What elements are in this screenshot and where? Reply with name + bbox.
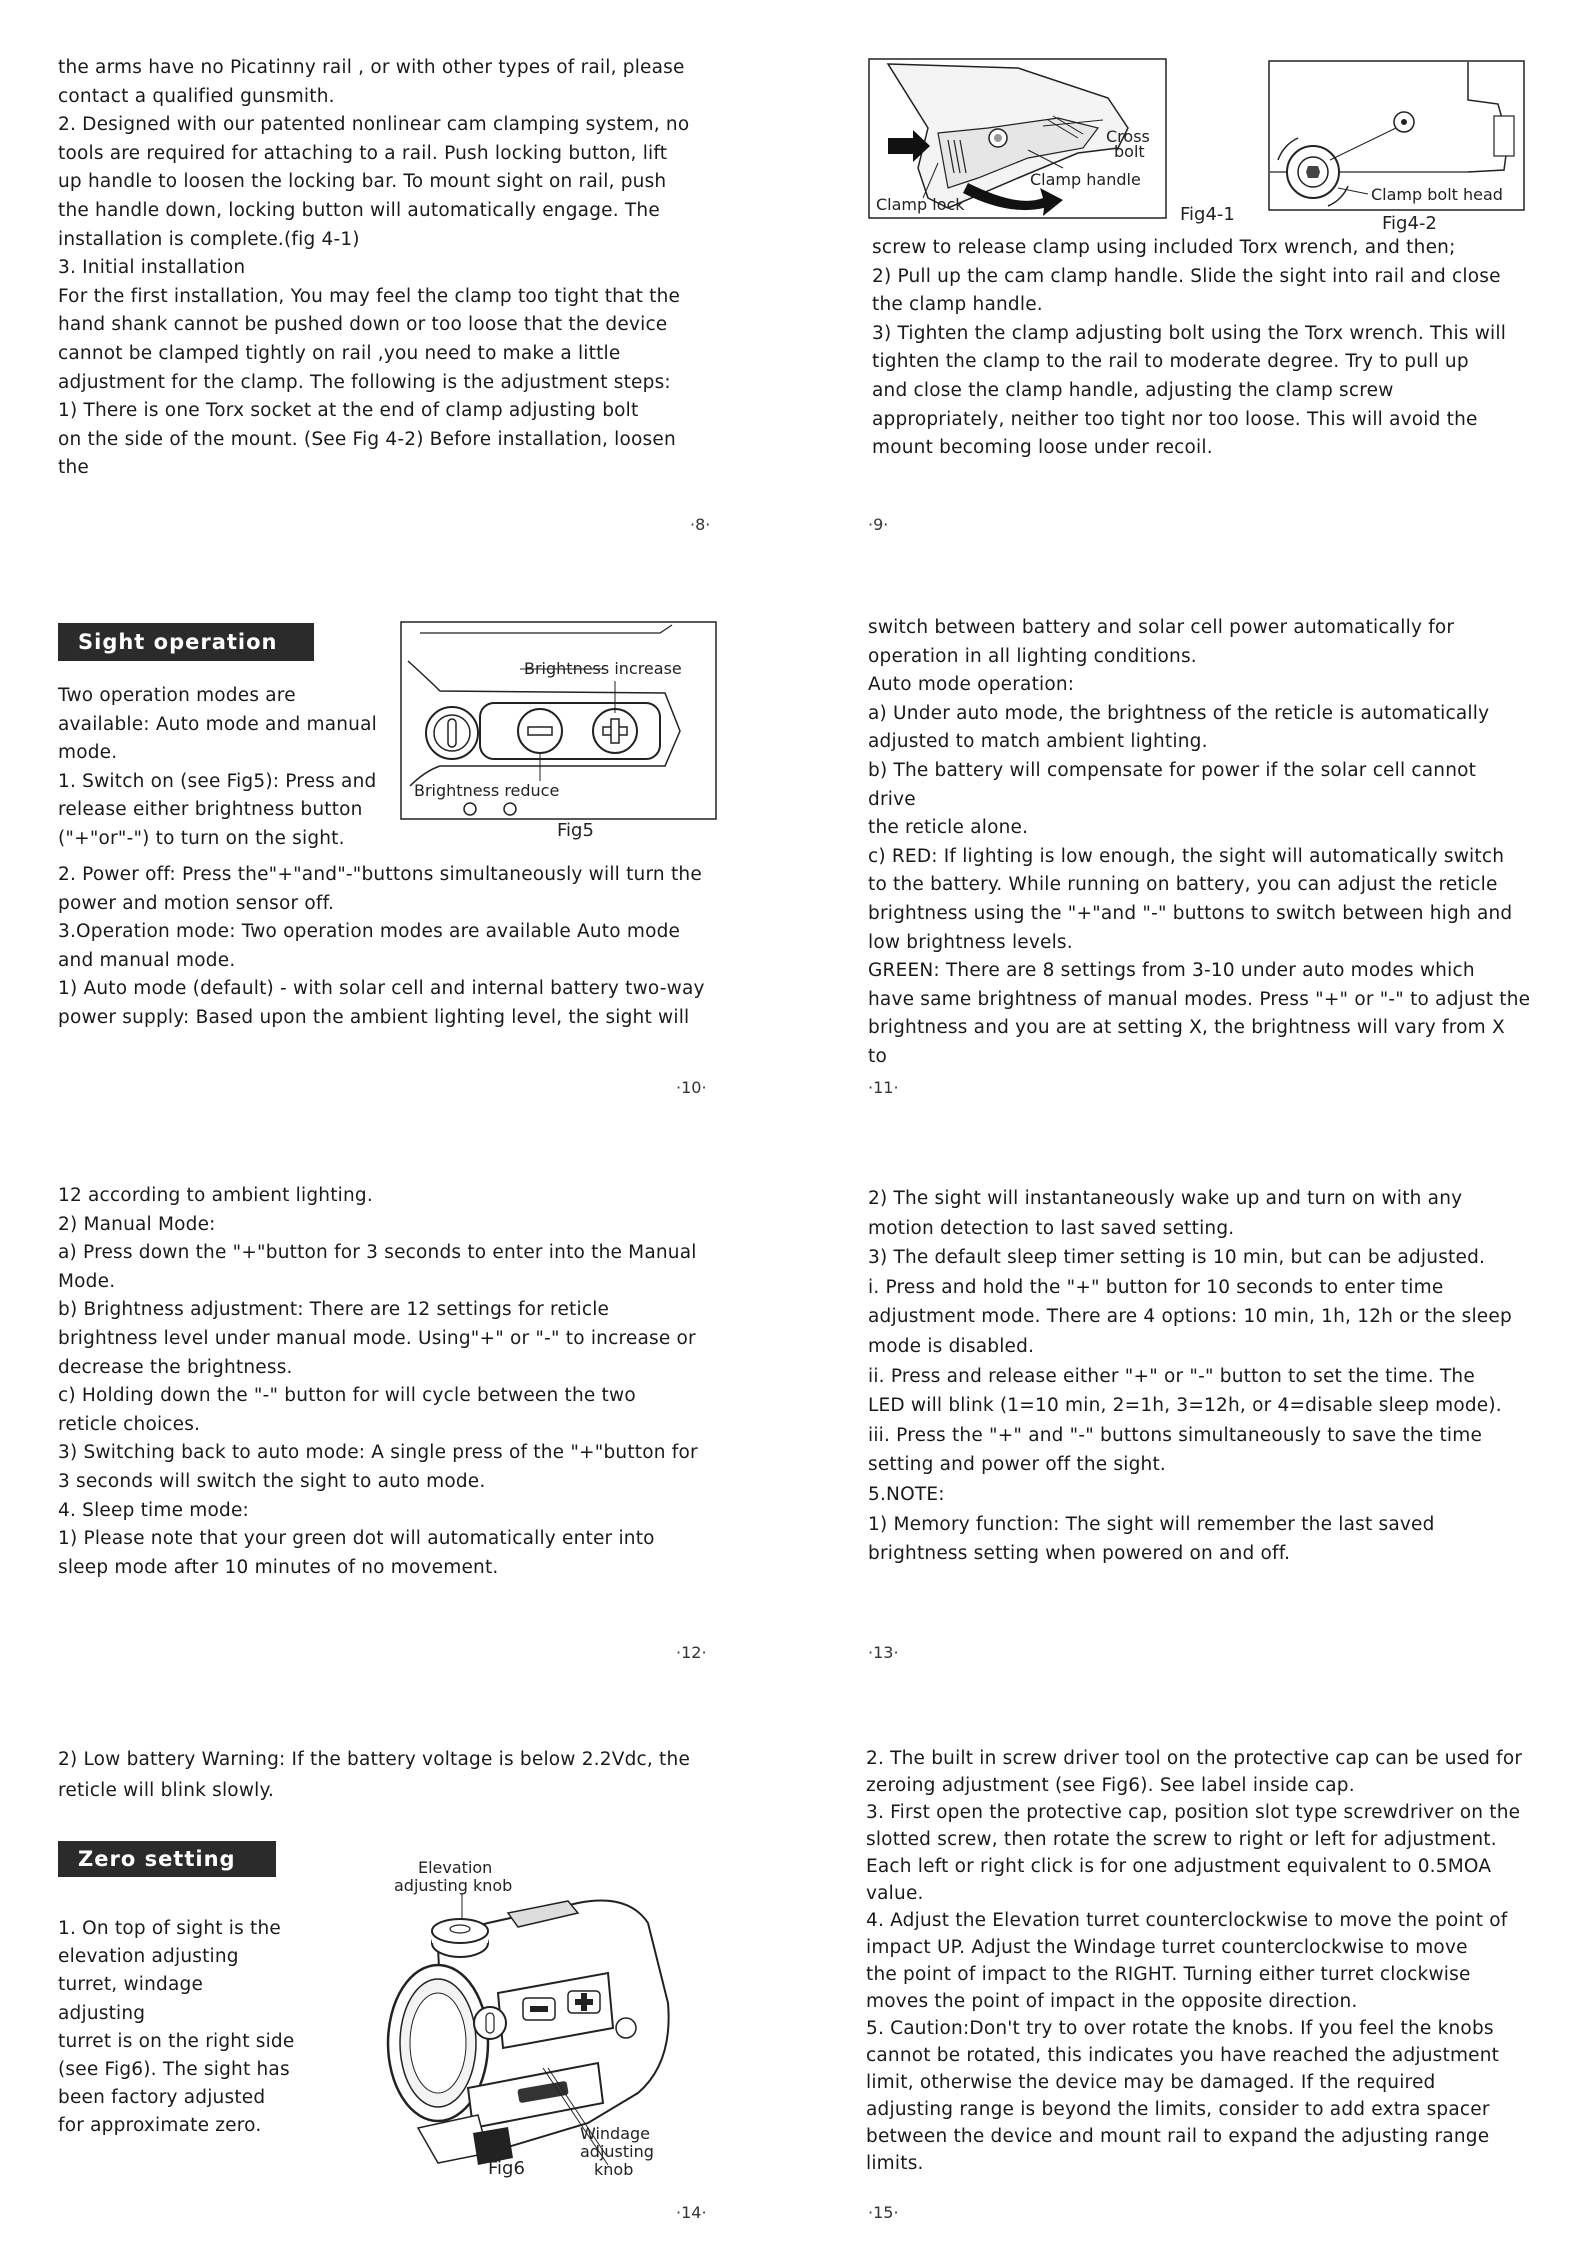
- text-line: 2) Pull up the cam clamp handle. Slide the sight into rail and close: [872, 265, 1501, 287]
- text-line: have same brightness of manual modes. Press "+" or "-" to adjust the: [868, 988, 1531, 1010]
- text-line: a) Under auto mode, the brightness of the reticle is automatically: [868, 702, 1490, 724]
- text-line: 3) Switching back to auto mode: A single press of the "+"button for: [58, 1442, 698, 1464]
- text-line: mode is disabled.: [868, 1335, 1035, 1357]
- text-line: Auto mode operation:: [868, 674, 1075, 696]
- page-number: ·15·: [868, 2203, 899, 2222]
- text-line: on the side of the mount. (See Fig 4-2) Before installation, loosen: [58, 428, 676, 450]
- text-line: 1. On top of sight is the: [58, 1918, 282, 1939]
- text-line: limit, otherwise the device may be damaged. If the required: [866, 2072, 1436, 2093]
- text-line: brightness using the "+"and "-" buttons to switch between high and: [868, 902, 1513, 924]
- text-line: 2) The sight will instantaneously wake up and turn on with any: [868, 1188, 1463, 1209]
- figure-5-caption: Fig5: [557, 820, 594, 841]
- text-line: Mode.: [58, 1270, 116, 1292]
- figure-6-caption: Fig6: [488, 2158, 525, 2179]
- page-12-text: [58, 1182, 698, 1582]
- page-10-wide-text: [58, 861, 705, 1033]
- windage-knob-label-2: adjusting: [580, 2142, 654, 2161]
- text-line: power and motion sensor off.: [58, 892, 335, 914]
- text-line: and manual mode.: [58, 949, 236, 971]
- page-number: ·13·: [868, 1643, 899, 1662]
- text-line: 2) Low battery Warning: If the battery voltage is below 2.2Vdc, the: [58, 1749, 691, 1770]
- page-number: ·11·: [868, 1078, 899, 1097]
- figure-4-2: [1268, 60, 1526, 212]
- text-line: 5.NOTE:: [868, 1483, 945, 1505]
- clamp-bolt-head-label: Clamp bolt head: [1371, 185, 1503, 204]
- text-line: brightness and you are at setting X, the brightness will vary from X: [868, 1017, 1505, 1039]
- text-line: Each left or right click is for one adjustment equivalent to 0.5MOA: [866, 1856, 1492, 1877]
- text-line: reticle choices.: [58, 1413, 201, 1435]
- text-line: cannot be clamped tightly on rail ,you need to make a little: [58, 342, 621, 364]
- figure-5: [400, 621, 718, 821]
- text-line: tighten the clamp to the rail to moderate degree. Try to pull up: [872, 351, 1469, 373]
- text-line: cannot be rotated, this indicates you have reached the adjustment: [866, 2045, 1500, 2066]
- text-line: adjusted to match ambient lighting.: [868, 731, 1208, 753]
- elevation-knob-label-2: adjusting knob: [394, 1876, 513, 1895]
- text-line: moves the point of impact in the opposite direction.: [866, 1991, 1358, 2012]
- text-line: c) Holding down the "-" button for will cycle between the two: [58, 1385, 636, 1407]
- text-line: 1) Memory function: The sight will remember the last saved: [868, 1513, 1435, 1535]
- page-14-top-text: [58, 1745, 690, 1806]
- text-line: for approximate zero.: [58, 2115, 262, 2137]
- text-line: turret, windage: [58, 1974, 204, 1996]
- clamp-lock-label: Clamp lock: [876, 195, 965, 214]
- text-line: adjusting range is beyond the limits, consider to add extra spacer: [866, 2099, 1490, 2120]
- text-line: 2. The built in screw driver tool on the protective cap can be used for: [866, 1748, 1523, 1769]
- text-line: installation is complete.(fig 4-1): [58, 228, 360, 250]
- text-line: a) Press down the "+"button for 3 seconds to enter into the Manual: [58, 1242, 697, 1264]
- text-line: been factory adjusted: [58, 2087, 266, 2109]
- text-line: Two operation modes are: [58, 685, 296, 706]
- text-line: 1) There is one Torx socket at the end of clamp adjusting bolt: [58, 400, 639, 422]
- page-8-text: [58, 54, 689, 483]
- windage-knob-label-3: knob: [594, 2160, 634, 2179]
- text-line: mount becoming loose under recoil.: [872, 437, 1213, 459]
- page-10-narrow-text: [58, 682, 377, 854]
- page-15-text: [866, 1745, 1522, 2177]
- page-11-text: [868, 614, 1530, 1072]
- text-line: b) The battery will compensate for power if the solar cell cannot: [868, 759, 1477, 781]
- figure-4-2-caption: Fig4-2: [1382, 213, 1437, 234]
- text-line: 3. Initial installation: [58, 257, 246, 279]
- text-line: power supply: Based upon the ambient lighting level, the sight will: [58, 1006, 690, 1028]
- page-number: ·14·: [676, 2203, 707, 2222]
- text-line: low brightness levels.: [868, 931, 1073, 953]
- text-line: switch between battery and solar cell power automatically for: [868, 617, 1455, 638]
- text-line: 4. Adjust the Elevation turret counterclockwise to move the point of: [866, 1910, 1508, 1931]
- text-line: tools are required for attaching to a rail. Push locking button, lift: [58, 142, 668, 164]
- text-line: turret is on the right side: [58, 2030, 295, 2052]
- text-line: available: Auto mode and manual: [58, 713, 377, 735]
- text-line: to the battery. While running on battery, you can adjust the reticle: [868, 874, 1498, 896]
- page-9-text: [872, 234, 1506, 463]
- text-line: 3) The default sleep timer setting is 10 min, but can be adjusted.: [868, 1247, 1486, 1269]
- figure-4-1-caption: Fig4-1: [1180, 204, 1235, 225]
- text-line: i. Press and hold the "+" button for 10 seconds to enter time: [868, 1276, 1444, 1298]
- text-line: brightness setting when powered on and off.: [868, 1543, 1291, 1565]
- text-line: the point of impact to the RIGHT. Turning either turret clockwise: [866, 1964, 1471, 1985]
- text-line: drive: [868, 788, 916, 810]
- text-line: 1) Please note that your green dot will automatically enter into: [58, 1528, 655, 1550]
- brightness-increase-label: Brightness increase: [524, 659, 682, 678]
- text-line: limits.: [866, 2153, 924, 2174]
- text-line: 1. Switch on (see Fig5): Press and: [58, 770, 377, 792]
- page-number: ·8·: [690, 515, 711, 534]
- text-line: 4. Sleep time mode:: [58, 1499, 249, 1521]
- text-line: 2) Manual Mode:: [58, 1213, 216, 1235]
- text-line: the handle down, locking button will automatically engage. The: [58, 199, 660, 221]
- text-line: adjustment for the clamp. The following is the adjustment steps:: [58, 371, 671, 393]
- text-line: adjustment mode. There are 4 options: 10 min, 1h, 12h or the sleep: [868, 1306, 1512, 1328]
- text-line: brightness level under manual mode. Using"+" or "-" to increase or: [58, 1327, 696, 1349]
- page-number: ·12·: [676, 1643, 707, 1662]
- text-line: For the first installation, You may feel the clamp too tight that the: [58, 285, 681, 307]
- text-line: the reticle alone.: [868, 817, 1029, 839]
- page-13-text: [868, 1184, 1512, 1569]
- text-line: 3 seconds will switch the sight to auto mode.: [58, 1470, 486, 1492]
- text-line: between the device and mount rail to expand the adjusting range: [866, 2126, 1490, 2147]
- cross-bolt-label-1: Cross: [1106, 127, 1150, 146]
- text-line: 3) Tighten the clamp adjusting bolt using the Torx wrench. This will: [872, 322, 1507, 344]
- clamp-handle-label: Clamp handle: [1030, 170, 1141, 189]
- cross-bolt-label-2: bolt: [1114, 142, 1145, 161]
- text-line: 2. Power off: Press the"+"and"-"buttons simultaneously will turn the: [58, 864, 702, 885]
- text-line: and close the clamp handle, adjusting the clamp screw: [872, 379, 1394, 401]
- windage-knob-label: [570, 2125, 690, 2189]
- figure-4-1: [868, 58, 1168, 220]
- text-line: appropriately, neither too tight nor too loose. This will avoid the: [872, 408, 1478, 430]
- text-line: operation in all lighting conditions.: [868, 645, 1197, 667]
- text-line: reticle will blink slowly.: [58, 1779, 275, 1801]
- text-line: screw to release clamp using included Torx wrench, and then;: [872, 237, 1456, 258]
- text-line: c) RED: If lighting is low enough, the sight will automatically switch: [868, 845, 1505, 867]
- elevation-knob-label-1: Elevation: [418, 1858, 493, 1877]
- text-line: up handle to loosen the locking bar. To mount sight on rail, push: [58, 171, 667, 193]
- text-line: motion detection to last saved setting.: [868, 1217, 1235, 1239]
- section-heading: Sight operation: [58, 623, 314, 661]
- text-line: the arms have no Picatinny rail , or with other types of rail, please: [58, 57, 685, 78]
- text-line: GREEN: There are 8 settings from 3-10 under auto modes which: [868, 960, 1475, 982]
- text-line: adjusting: [58, 2002, 146, 2024]
- text-line: 12 according to ambient lighting.: [58, 1185, 373, 1206]
- text-line: the: [58, 457, 89, 479]
- page-number: ·9·: [868, 515, 889, 534]
- section-heading: Zero setting: [58, 1841, 276, 1877]
- text-line: slotted screw, then rotate the screw to right or left for adjustment.: [866, 1829, 1497, 1850]
- text-line: (see Fig6). The sight has: [58, 2059, 290, 2081]
- text-line: decrease the brightness.: [58, 1356, 293, 1378]
- text-line: elevation adjusting: [58, 1946, 239, 1968]
- page-14-narrow-text: [58, 1915, 294, 2141]
- text-line: setting and power off the sight.: [868, 1454, 1167, 1476]
- text-line: iii. Press the "+" and "-" buttons simultaneously to save the time: [868, 1424, 1483, 1446]
- text-line: zeroing adjustment (see Fig6). See label inside cap.: [866, 1775, 1355, 1796]
- text-line: mode.: [58, 742, 118, 764]
- text-line: release either brightness button: [58, 799, 363, 821]
- text-line: ii. Press and release either "+" or "-" button to set the time. The: [868, 1365, 1475, 1387]
- text-line: b) Brightness adjustment: There are 12 settings for reticle: [58, 1299, 610, 1321]
- text-line: hand shank cannot be pushed down or too loose that the device: [58, 314, 668, 336]
- text-line: value.: [866, 1883, 924, 1904]
- text-line: to: [868, 1045, 887, 1067]
- text-line: 3.Operation mode: Two operation modes are available Auto mode: [58, 921, 681, 943]
- brightness-reduce-label: Brightness reduce: [414, 781, 560, 800]
- text-line: 5. Caution:Don't try to over rotate the knobs. If you feel the knobs: [866, 2018, 1494, 2039]
- text-line: LED will blink (1=10 min, 2=1h, 3=12h, or 4=disable sleep mode).: [868, 1395, 1502, 1417]
- text-line: sleep mode after 10 minutes of no movement.: [58, 1556, 499, 1578]
- text-line: impact UP. Adjust the Windage turret counterclockwise to move: [866, 1937, 1468, 1958]
- text-line: the clamp handle.: [872, 294, 1043, 316]
- text-line: 1) Auto mode (default) - with solar cell and internal battery two-way: [58, 978, 705, 1000]
- text-line: contact a qualified gunsmith.: [58, 85, 335, 107]
- windage-knob-label-1: Windage: [580, 2125, 651, 2143]
- page-number: ·10·: [676, 1078, 707, 1097]
- text-line: 2. Designed with our patented nonlinear cam clamping system, no: [58, 114, 690, 136]
- text-line: ("+"or"-") to turn on the sight.: [58, 827, 345, 849]
- text-line: 3. First open the protective cap, position slot type screwdriver on the: [866, 1802, 1521, 1823]
